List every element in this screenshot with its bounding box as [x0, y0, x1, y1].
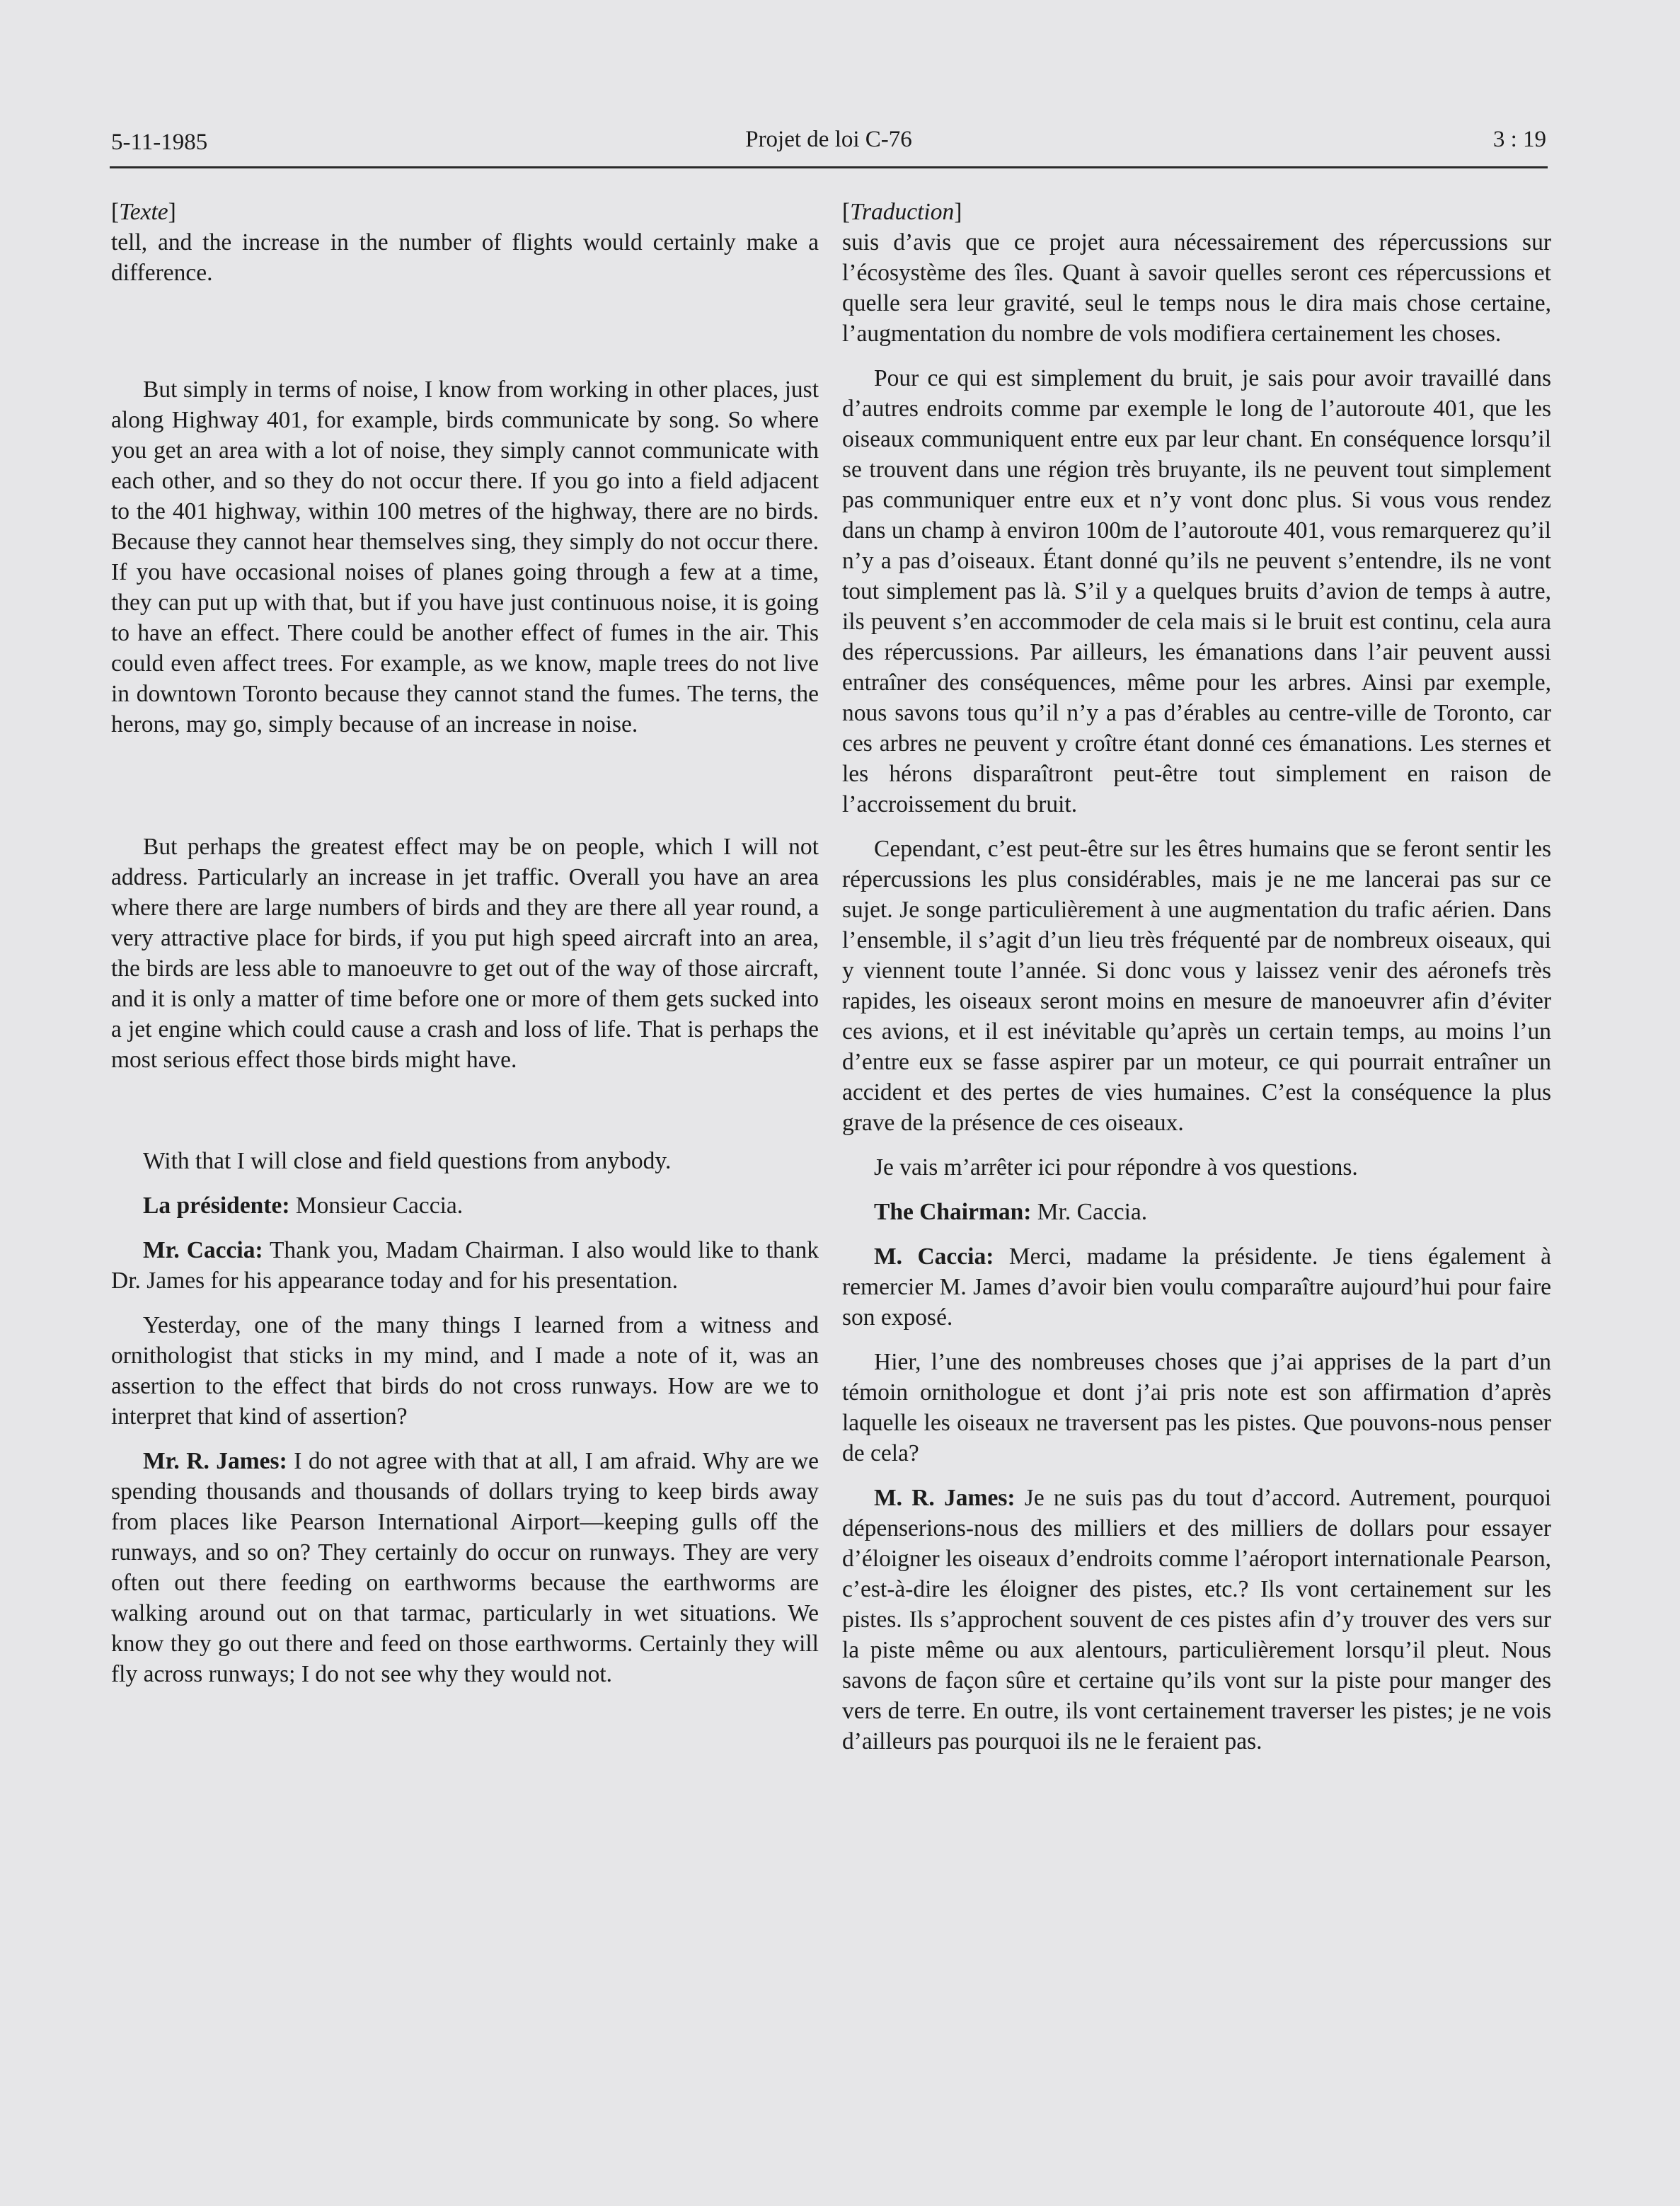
header-page-number: 3 : 19	[1492, 127, 1546, 152]
language-label-right: [Traduction]	[842, 199, 962, 225]
speaker-name: M. R. James:	[874, 1485, 1016, 1511]
speaker-name: La présidente:	[143, 1193, 290, 1219]
paragraph: tell, and the increase in the number of flights would certainly make a difference.	[111, 229, 819, 286]
paragraph: suis d’avis que ce projet aura nécessairement des répercussions sur l’écosystème des îles. Quant à savoir quelles seront ces répercussions et quelle sera leur gravité, seul le temps nous le dira mais chose certaine, l’augmentation du nombre de vols modifiera certainement les choses.	[842, 229, 1551, 347]
speaker-name: M. Caccia:	[874, 1243, 994, 1270]
paragraph: But simply in terms of noise, I know from working in other places, just along Highway 401, for example, birds communicate by song. So where you get an area with a lot of noise, they simply cannot communicate with each other, and so they do not occur there. If you go into a field adjacent to the 401 highway, within 100 metres of the highway, there are no birds. Because they cannot hear themselves sing, they simply do not occur there. If you have occasional noises of planes going through a few at a time, they can put up with that, but if you have just continuous noise, it is going to have an effect. There could be another effect of fumes in the air. This could even affect trees. For example, as we know, maple trees do not live in downtown Toronto because they cannot stand the fumes. The terns, the herons, may go, simply because of an increase in noise.	[111, 377, 819, 737]
paragraph: Mr. Caccia: Thank you, Madam Chairman. I also would like to thank Dr. James for his appearance today and for his presentation.	[111, 1237, 819, 1294]
paragraph: But perhaps the greatest effect may be on people, which I will not address. Particularly an increase in jet traffic. Overall you have an area where there are large numbers of birds and they are there all year round, a very attractive place for birds, if you put high speed aircraft into an area, the birds are less able to manoeuvre to get out of the way of those aircraft, and it is only a matter of time before one or more of them gets sucked into a jet engine which could cause a crash and loss of life. That is perhaps the most serious effect those birds might have.	[111, 834, 819, 1073]
paragraph: M. Caccia: Merci, madame la présidente. Je tiens également à remercier M. James d’avoir bien voulu comparaître aujourd’hui pour faire son exposé.	[842, 1243, 1551, 1331]
paragraph: Je vais m’arrêter ici pour répondre à vos questions.	[874, 1154, 1358, 1180]
paragraph: Cependant, c’est peut-être sur les êtres humains que se feront sentir les répercussions les plus considérables, mais je ne me lancerai pas sur ce sujet. Je songe particulièrement à une augmentation du trafic aérien. Dans l’ensemble, il s’agit d’un lieu très fréquenté par de nombreux oiseaux, qui y viennent toute l’année. Si donc vous y laissez venir des aéronefs très rapides, les oiseaux seront moins en mesure de manoeuvrer afin d’éviter ces avions, et il est inévitable qu’après un certain temps, au moins l’un d’entre eux se fasse aspirer par un moteur, ce qui pourrait entraîner un accident et des pertes de vies humaines. C’est la conséquence la plus grave de la présence de ces oiseaux.	[842, 836, 1551, 1136]
header-date: 5-11-1985	[111, 130, 208, 155]
speaker-name: Mr. R. James:	[143, 1448, 287, 1474]
paragraph: M. R. James: Je ne suis pas du tout d’accord. Autrement, pourquoi dépenserions-nous des milliers et des milliers de dollars pour essayer d’éloigner les oiseaux d’endroits comme l’aéroport internationale Pearson, c’est-à-dire les éloigner des pistes, etc.? Ils vont certainement sur les pistes. Ils s’approchent souvent de ces pistes afin d’y trouver des vers sur la piste même ou aux alentours, particulièrement lorsqu’il pleut. Nous savons de façon sûre et certaine qu’ils vont sur la piste pour manger des vers de terre. En outre, ils vont certainement traverser les pistes; je ne vois d’ailleurs pas pourquoi ils ne le feraient pas.	[842, 1485, 1551, 1754]
speaker-name: Mr. Caccia:	[143, 1237, 263, 1263]
language-label-left: [Texte]	[111, 199, 176, 225]
paragraph: Mr. R. James: I do not agree with that at all, I am afraid. Why are we spending thousands and thousands of dollars trying to keep birds away from places like Pearson International Airport—keeping gulls off the runways, and so on? They certainly do occur on runways. They are very often out there feeding on earthworms because the earthworms are walking around out on that tarmac, particularly in wet situations. We know they go out there and feed on those earthworms. Certainly they will fly across runways; I do not see why they would not.	[111, 1448, 819, 1687]
right-column	[842, 197, 1551, 1757]
page-header	[110, 124, 1548, 168]
paragraph: With that I will close and field questions from anybody.	[143, 1148, 672, 1174]
paragraph: Hier, l’une des nombreuses choses que j’ai apprises de la part d’un témoin ornithologue et dont j’ai pris note est son affirmation d’après laquelle les oiseaux ne traversent pas les pistes. Que pouvons-nous penser de cela?	[842, 1349, 1551, 1466]
speaker-name: The Chairman:	[874, 1199, 1032, 1225]
header-title: Projet de loi C-76	[745, 127, 912, 152]
paragraph: La présidente: Monsieur Caccia.	[143, 1193, 464, 1219]
left-column	[111, 197, 819, 1689]
paragraph: Yesterday, one of the many things I learned from a witness and ornithologist that sticks in my mind, and I made a note of it, was an assertion to the effect that birds do not cross runways. How are we to interpret that kind of assertion?	[111, 1312, 819, 1430]
paragraph: The Chairman: Mr. Caccia.	[874, 1199, 1148, 1225]
paragraph: Pour ce qui est simplement du bruit, je sais pour avoir travaillé dans d’autres endroits comme par exemple le long de l’autoroute 401, que les oiseaux communiquent entre eux par leur chant. En conséquence lorsqu’il se trouvent dans une région très bruyante, ils ne peuvent tout simplement pas communiquer entre eux et n’y vont donc plus. Si vous vous rendez dans un champ à environ 100m de l’autoroute 401, vous remarquerez qu’il n’y a pas d’oiseaux. Étant donné qu’ils ne peuvent s’entendre, ils ne vont tout simplement pas là. S’il y a quelques bruits d’avion de temps à autre, ils peuvent s’en accommoder de cela mais si le bruit est continu, cela aura des répercussions. Par ailleurs, les émanations dans l’air peuvent aussi entraîner des conséquences, même pour les arbres. Ainsi par exemple, nous savons tous qu’il n’y a pas d’érables au centre-ville de Toronto, car ces arbres ne peuvent y croître étant donné ces émanations. Les sternes et les hérons disparaîtront peut-être tout simplement en raison de l’accroissement du bruit.	[842, 365, 1551, 817]
